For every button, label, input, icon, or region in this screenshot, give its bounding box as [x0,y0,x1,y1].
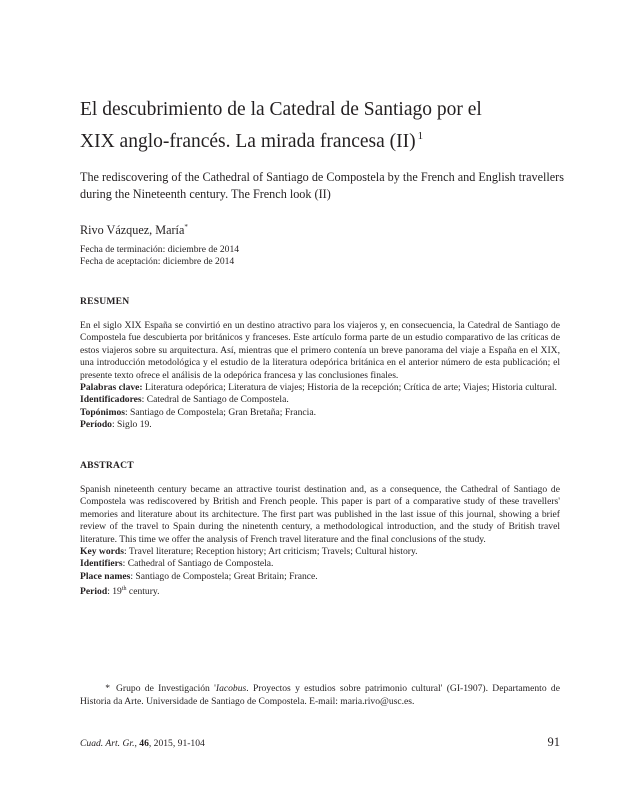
footnote-mark: * [105,683,110,694]
abstract-period-suffix: century. [126,586,160,598]
resumen-identifiers-label: Identificadores [80,394,142,406]
resumen-identifiers [80,394,560,406]
author-name: Rivo Vázquez, María [80,223,185,237]
resumen-identifiers-value: : Catedral de Santiago de Compostela. [141,394,289,406]
subtitle-line-1: The rediscovering of the Cathedral of Santiago de Compostela by the French and English travellers [80,170,564,184]
resumen-heading: RESUMEN [80,296,130,307]
resumen-period-label: Período [80,419,112,431]
resumen-period [80,419,560,431]
abstract-text: Spanish nineteenth century became an attractive tourist destination and, as a consequence, the Cathedral of Santiago de Compostela was rediscovered by British and French people. This paper is part of a comparative study of these travellers' memories and literature about its architecture. The first part was published in the last issue of this journal, showing a brief review of the travel to Spain during the ninetenth century, a methodological introduction, and the study of British travel literature. This time we offer the analysis of French travel literature and the final conclusions of the study. [80,484,560,545]
resumen-metadata [80,382,560,432]
abstract-identifiers-value: : Cathedral of Santiago de Compostela. [122,558,274,570]
article-subtitle [80,169,580,203]
subtitle-line-2: during the Nineteenth century. The French look (II) [80,187,331,201]
resumen-keywords-value: Literatura odepórica; Literatura de viajes; Historia de la recepción; Crítica de arte; Viajes; Historia cultural. [145,382,557,393]
title-line-1: El descubrimiento de la Catedral de Santiago por el [80,99,482,120]
acceptance-date: Fecha de aceptación: diciembre de 2014 [80,256,235,267]
article-dates [80,244,239,268]
title-line-2: XIX anglo-francés. La mirada francesa (II) [80,131,416,152]
resumen-text: En el siglo XIX España se convirtió en un destino atractivo para los viajeros y, en consecuencia, la Catedral de Santiago de Compostela fue descubierta por británicos y franceses. Este artículo forma parte de un estudio comparativo de las críticas de estos viajeros sobre su arquitectura. Así, mientras que el primero contenía un breve panorama del viaje a España en el XIX, una introducción metodológica y el estudio de la literatura odepórica británica en el anterior número de esta publicación; el presente texto ofrece el análisis de la odepórica francesa y las conclusiones finales. [80,320,560,381]
abstract-keywords-value: : Travel literature; Reception history; Art criticism; Travels; Cultural history. [123,546,418,557]
journal-citation: Cuad. Art. Gr., 46, 2015, 91-104 [80,738,205,749]
completion-date: Fecha de terminación: diciembre de 2014 [80,244,240,255]
abstract-heading: ABSTRACT [80,460,134,471]
article-title [80,96,560,155]
resumen-keywords [80,382,560,394]
resumen-keywords-label: Palabras clave: [80,382,143,393]
abstract-places [80,571,560,583]
abstract-identifiers [80,558,560,570]
journal-year-pages: , 2015, 91-104 [148,738,205,749]
resumen-places-label: Topónimos [80,406,125,418]
abstract-period-sup: th [121,586,127,593]
abstract-places-value: : Santiago de Compostela; Great Britain; France. [130,570,318,582]
author [80,219,188,238]
abstract-places-label: Place names [80,570,131,582]
title-footnote-ref: 1 [417,130,424,142]
abstract-keywords-label: Key words [80,546,124,557]
abstract-period-label: Period [80,586,108,598]
abstract-period [80,583,560,598]
resumen-period-value: : Siglo 19. [111,419,152,431]
resumen-places [80,407,560,419]
abstract-metadata [80,546,560,599]
footnote-text-post: . Proyectos y estudios sobre patrimonio cultural' (GI-1907). Departamento de Historia da Arte. Universidade de Santiago de Compostela. E-mail: maria.rivo@usc.es. [80,683,560,707]
abstract-keywords [80,546,560,558]
author-mark: * [184,223,188,231]
abstract-identifiers-label: Identifiers [80,558,123,570]
journal-volume: 46 [139,738,149,749]
abstract-period-value: : 19 [107,586,122,598]
author-footnote [80,683,560,708]
journal-name: Cuad. Art. Gr. [80,738,135,749]
footnote-text-pre: Grupo de Investigación ' [116,683,216,694]
footnote-text-italic: Iacobus [215,683,247,694]
page-number: 91 [547,735,560,749]
resumen-places-value: : Santiago de Compostela; Gran Bretaña; Francia. [124,406,317,418]
